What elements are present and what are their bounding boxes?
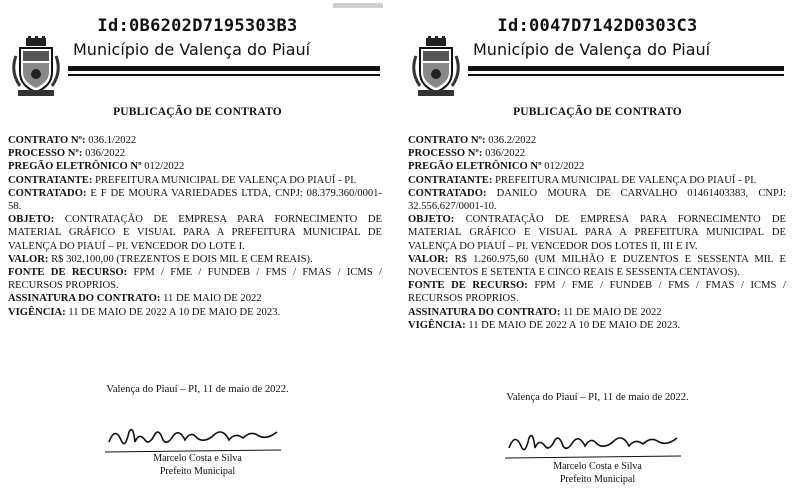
signer-block [0, 452, 395, 478]
field-contract-number: CONTRATO Nº: 036.1/2022 [8, 135, 137, 146]
field-auction-number: PREGÃO ELETRÔNICO Nº 012/2022 [8, 161, 185, 173]
field-funding-source: FONTE DE RECURSO: FPM / FME / FUNDEB / FMS / FMAS / ICMS / RECURSOS PROPRIOS. [408, 280, 786, 305]
field-auction-number: PREGÃO ELETRÔNICO Nº 012/2022 [408, 161, 585, 173]
header-rule-thin [68, 74, 380, 76]
field-value: VALOR: R$ 1.260.975,60 (UM MILHÃO E DUZENTOS E SESSENTA MIL E NOVECENTOS E SETENTA E CINCO REAIS E SESSENTA CENTAVOS). [408, 253, 786, 279]
field-contracted-party: CONTRATADO: DANILO MOURA DE CARVALHO 01461403383, CNPJ: 32.556.627/0001-10. [408, 187, 786, 213]
place-date: Valença do Piauí – PI, 11 de maio de 2022. [106, 384, 289, 395]
field-process-number: PROCESSO Nº: 036/2022 [408, 148, 526, 160]
field-contracted-party: CONTRATADO: E F DE MOURA VARIEDADES LTDA, CNPJ: 08.379.360/0001-58. [8, 187, 382, 213]
publication-title: PUBLICAÇÃO DE CONTRATO [513, 106, 682, 118]
contract-publication-1 [0, 0, 395, 500]
header-rule-thin [468, 74, 784, 76]
field-contracting-party: CONTRATANTE: PREFEITURA MUNICIPAL DE VALENÇA DO PIAUÍ - PI. [408, 174, 757, 186]
publication-title: PUBLICAÇÃO DE CONTRATO [113, 106, 282, 118]
field-object: OBJETO: CONTRATAÇÃO DE EMPRESA PARA FORNECIMENTO DE MATERIAL GRÁFICO E VISUAL PARA A PREFEITURA MUNICIPAL DE VALENÇA DO PIAUÍ – PI. VENCEDOR DO LOTE I. [8, 214, 382, 252]
signer-role: Prefeito Municipal [159, 466, 236, 477]
municipal-crest-icon [410, 36, 462, 98]
header-rule [68, 66, 380, 71]
field-validity: VIGÊNCIA: 11 DE MAIO DE 2022 A 10 DE MAIO DE 2023. [408, 319, 681, 331]
document-id: Id:0B6202D7195303B3 [97, 16, 298, 36]
signer-name: Marcelo Costa e Silva [553, 461, 642, 472]
field-object: OBJETO: CONTRATAÇÃO DE EMPRESA PARA FORNECIMENTO DE MATERIAL GRÁFICO E VISUAL PARA A PREFEITURA MUNICIPAL DE VALENÇA DO PIAUÍ – PI. VENCEDOR DOS LOTES II, III E IV. [408, 214, 786, 252]
place-date: Valença do Piauí – PI, 11 de maio de 2022. [506, 392, 689, 403]
contract-body [408, 134, 786, 332]
contract-publication-2 [400, 0, 795, 500]
header-rule [468, 66, 784, 71]
municipality-name: Município de Valença do Piauí [473, 40, 711, 59]
field-validity: VIGÊNCIA: 11 DE MAIO DE 2022 A 10 DE MAIO DE 2023. [8, 306, 281, 318]
signer-block [400, 460, 795, 486]
contract-body [8, 134, 382, 319]
field-contract-number: CONTRATO Nº: 036.2/2022 [408, 135, 537, 146]
field-signature-date: ASSINATURA DO CONTRATO: 11 DE MAIO DE 2022 [8, 293, 262, 305]
signer-role: Prefeito Municipal [559, 474, 636, 485]
municipal-crest-icon [10, 36, 62, 98]
field-signature-date: ASSINATURA DO CONTRATO: 11 DE MAIO DE 2022 [408, 306, 662, 318]
municipality-name: Município de Valença do Piauí [73, 40, 311, 59]
field-funding-source: FONTE DE RECURSO: FPM / FME / FUNDEB / FMS / FMAS / ICMS / RECURSOS PROPRIOS. [8, 267, 382, 292]
document-id: Id:0047D7142D0303C3 [497, 16, 698, 36]
field-value: VALOR: R$ 302.100,00 (TREZENTOS E DOIS MIL E CEM REAIS). [8, 253, 313, 265]
field-process-number: PROCESSO Nº: 036/2022 [8, 148, 126, 160]
field-contracting-party: CONTRATANTE: PREFEITURA MUNICIPAL DE VALENÇA DO PIAUÍ - PI. [8, 174, 357, 186]
signer-name: Marcelo Costa e Silva [153, 453, 242, 464]
